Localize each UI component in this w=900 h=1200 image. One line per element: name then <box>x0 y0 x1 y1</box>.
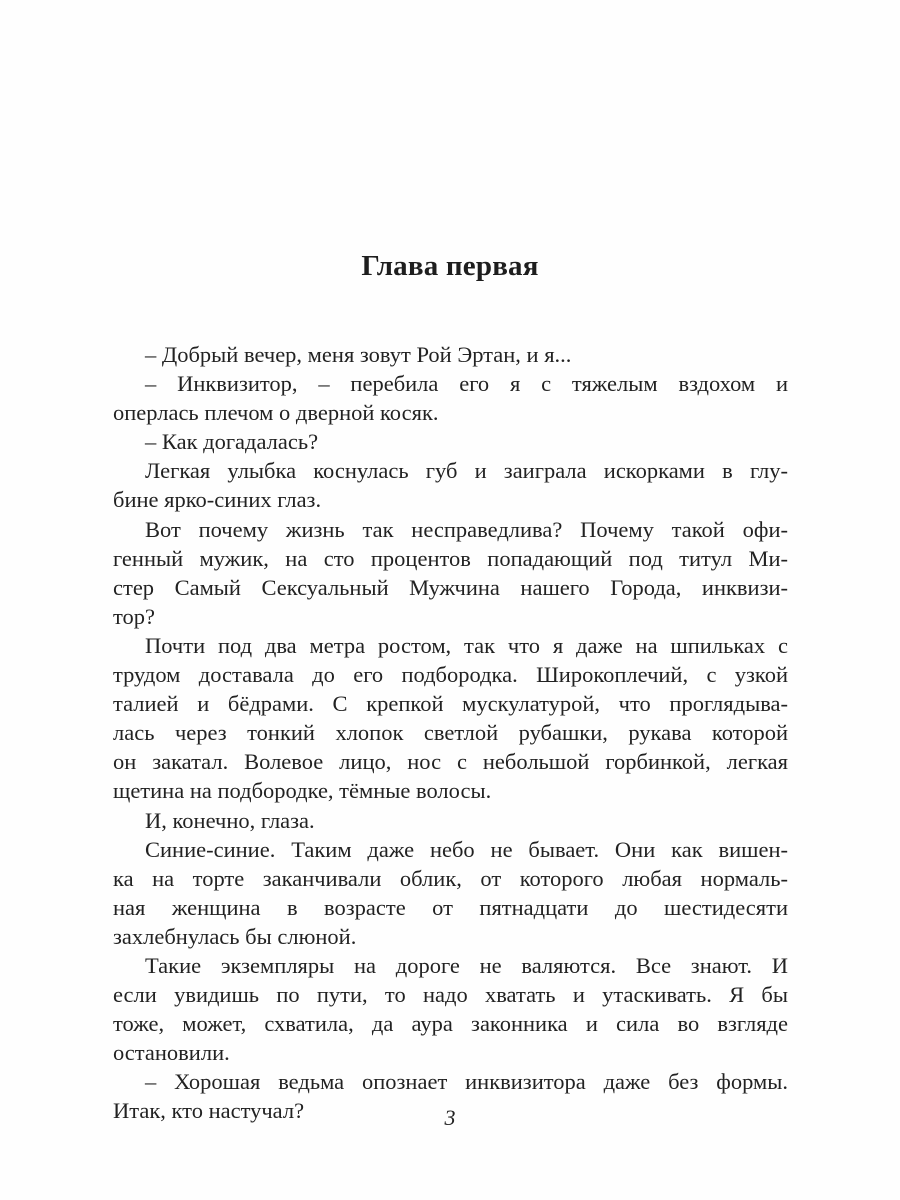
text-line: стер Самый Сексуальный Мужчина нашего Города, инквизи- <box>113 574 788 600</box>
chapter-body-text <box>113 340 788 1126</box>
text-line: остановили. <box>113 1040 230 1066</box>
text-line: бине ярко-синих глаз. <box>113 487 322 513</box>
text-line: лась через тонкий хлопок светлой рубашки, рукава которой <box>113 720 788 746</box>
text-line: генный мужик, на сто процентов попадающий под титул Ми- <box>113 545 788 571</box>
text-line: Легкая улыбка коснулась губ и заиграла искорками в глу- <box>145 458 788 484</box>
text-line: Итак, кто настучал? <box>113 1098 305 1124</box>
text-line: – Добрый вечер, меня зовут Рой Эртан, и я... <box>145 342 572 367</box>
text-line: щетина на подбородке, тёмные волосы. <box>113 778 492 804</box>
text-line: он закатал. Волевое лицо, нос с небольшой горбинкой, легкая <box>113 749 788 775</box>
text-line: – Хорошая ведьма опознает инквизитора даже без формы. <box>145 1069 788 1095</box>
text-line: ка на торте заканчивали облик, от которого любая нормаль- <box>113 865 788 891</box>
text-line: захлебнулась бы слюной. <box>113 923 357 949</box>
text-line: – Инквизитор, – перебила его я с тяжелым вздохом и <box>145 371 788 397</box>
text-line: если увидишь по пути, то надо хватать и утаскивать. Я бы <box>113 982 788 1008</box>
chapter-title: Глава первая <box>361 250 539 282</box>
text-line: ная женщина в возрасте от пятнадцати до шестидесяти <box>113 894 788 920</box>
text-line: И, конечно, глаза. <box>145 807 315 833</box>
text-line: талией и бёдрами. С крепкой мускулатурой, что проглядыва- <box>113 691 788 717</box>
text-line: тоже, может, схватила, да аура законника и сила во взгляде <box>113 1011 788 1037</box>
text-line: трудом доставала до его подбородка. Широкоплечий, с узкой <box>113 662 788 688</box>
text-line: – Как догадалась? <box>145 429 319 455</box>
page-number: 3 <box>444 1105 456 1130</box>
text-line: Почти под два метра ростом, так что я даже на шпильках с <box>145 632 788 658</box>
text-line: оперлась плечом о дверной косяк. <box>113 400 439 426</box>
text-line: Такие экземпляры на дороге не валяются. Все знают. И <box>145 952 788 978</box>
text-line: тор? <box>113 603 156 629</box>
text-line: Синие-синие. Таким даже небо не бывает. Они как вишен- <box>145 836 788 862</box>
text-line: Вот почему жизнь так несправедлива? Почему такой офи- <box>145 516 788 542</box>
